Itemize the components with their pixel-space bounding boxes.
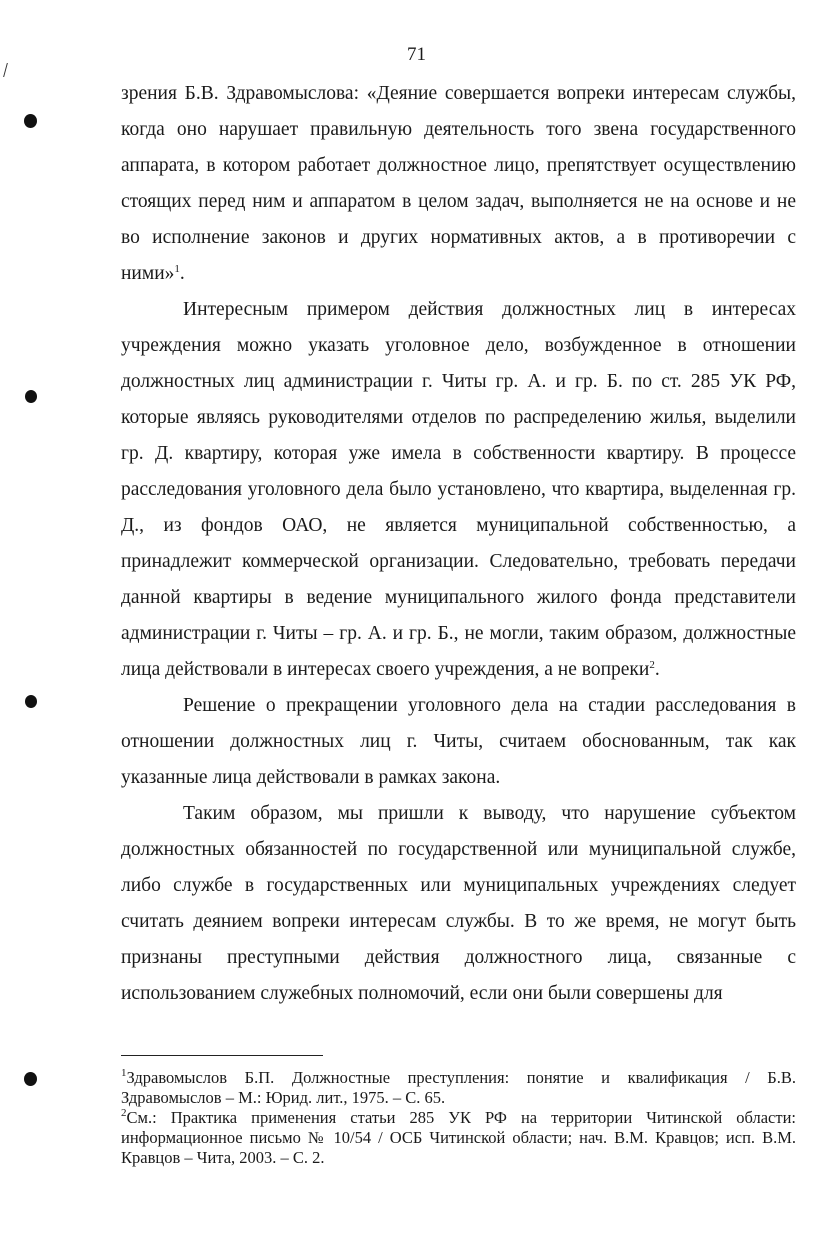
body-line-text: данной квартиры в ведение муниципального жилого фонда представители [121, 587, 796, 608]
footnote-text: Кравцов – Чита, 2003. – С. 2. [121, 1148, 325, 1167]
body-line-text: должностных обязанностей по государственной или муниципальной службе, [121, 839, 796, 860]
body-line-text: гр. Д. квартиру, которая уже имела в собственности квартиру. В процессе [121, 443, 796, 464]
body-line-text: либо службе в государственных или муниципальных учреждениях следует [121, 875, 796, 896]
punch-hole-2 [25, 390, 37, 403]
body-line-text: признаны преступными действия должностного лица, связанные с [121, 947, 796, 968]
footnote-line [121, 1148, 796, 1168]
body-line-text: когда оно нарушает правильную деятельность того звена государственного [121, 119, 796, 140]
body-line-text: лица действовали в интересах своего учреждения, а не вопреки [121, 659, 650, 680]
body-line [183, 802, 796, 826]
footnote-text: Здравомыслов Б.П. Должностные преступления: понятие и квалификация / Б.В. [126, 1068, 796, 1087]
body-line [121, 154, 796, 178]
body-line-text: указанные лица действовали в рамках закона. [121, 767, 501, 788]
body-line-text: ними» [121, 263, 175, 284]
body-line [121, 82, 796, 106]
body-line-text: администрации г. Читы – гр. А. и гр. Б., не могли, таким образом, должностные [121, 623, 796, 644]
body-line-text: стоящих перед ним и аппаратом в целом задач, выполняется не на основе и не [121, 191, 796, 212]
body-line [121, 838, 796, 862]
body-line-text: учреждения можно указать уголовное дело, возбужденное в отношении [121, 335, 796, 356]
body-line [183, 694, 796, 718]
body-line [121, 622, 796, 646]
body-line-tail: . [179, 263, 185, 284]
body-line-tail: . [654, 659, 660, 680]
body-line [121, 370, 796, 394]
body-line [121, 406, 796, 430]
body-line [121, 658, 796, 682]
footnote-line [121, 1068, 796, 1088]
body-line [121, 910, 796, 934]
footnote-reference: 2 [649, 659, 655, 671]
footnote-text: См.: Практика применения статьи 285 УК РФ на территории Читинской области: [126, 1108, 796, 1127]
body-line [121, 226, 796, 250]
body-line-text: отношении должностных лиц г. Читы, считаем обоснованным, так как [121, 731, 796, 752]
footnote-line [121, 1128, 796, 1148]
page-number: 71 [407, 44, 426, 65]
footnote-separator [121, 1055, 323, 1056]
body-line-text: аппарата, в котором работает должностное лицо, препятствует осуществлению [121, 155, 796, 176]
punch-hole-3 [25, 695, 37, 708]
body-line-text: Интересным примером действия должностных лиц в интересах [183, 299, 796, 320]
body-line [183, 298, 796, 322]
punch-hole-1 [24, 114, 37, 128]
footnote-number: 2 [121, 1107, 127, 1119]
body-line-text: принадлежит коммерческой организации. Следовательно, требовать передачи [121, 551, 796, 572]
body-line [121, 766, 796, 790]
footnote-number: 1 [121, 1067, 127, 1079]
body-line-text: Д., из фондов ОАО, не является муниципальной собственностью, а [121, 515, 796, 536]
body-line [121, 442, 796, 466]
body-line [121, 478, 796, 502]
body-line [121, 982, 796, 1006]
body-line-text: Таким образом, мы пришли к выводу, что нарушение субъектом [183, 803, 796, 824]
body-line-text: использованием служебных полномочий, если они были совершены для [121, 983, 723, 1004]
footnote-line [121, 1108, 796, 1128]
body-line-text: должностных лиц администрации г. Читы гр. А. и гр. Б. по ст. 285 УК РФ, [121, 371, 796, 392]
body-line [121, 118, 796, 142]
body-line [121, 514, 796, 538]
punch-hole-4 [24, 1072, 37, 1086]
body-line-text: расследования уголовного дела было установлено, что квартира, выделенная гр. [121, 479, 796, 500]
footnote-reference: 1 [174, 263, 180, 275]
body-line-text: во исполнение законов и других нормативных актов, а в противоречии с [121, 227, 796, 248]
footnote-text: Здравомыслов – М.: Юрид. лит., 1975. – С. 65. [121, 1088, 446, 1107]
body-line [121, 550, 796, 574]
body-line-text: зрения Б.В. Здравомыслова: «Деяние совершается вопреки интересам службы, [121, 83, 796, 104]
body-line [121, 874, 796, 898]
footnote-line [121, 1088, 796, 1108]
body-line [121, 946, 796, 970]
body-line [121, 262, 796, 286]
footnote-text: информационное письмо № 10/54 / ОСБ Читинской области; нач. В.М. Кравцов; исп. В.М. [121, 1128, 796, 1147]
body-line [121, 334, 796, 358]
body-line [121, 730, 796, 754]
body-line-text: которые являясь руководителями отделов по распределению жилья, выделили [121, 407, 796, 428]
body-line [121, 586, 796, 610]
body-line-text: Решение о прекращении уголовного дела на стадии расследования в [183, 695, 796, 716]
body-line-text: считать деянием вопреки интересам службы. В то же время, не могут быть [121, 911, 796, 932]
body-line [121, 190, 796, 214]
